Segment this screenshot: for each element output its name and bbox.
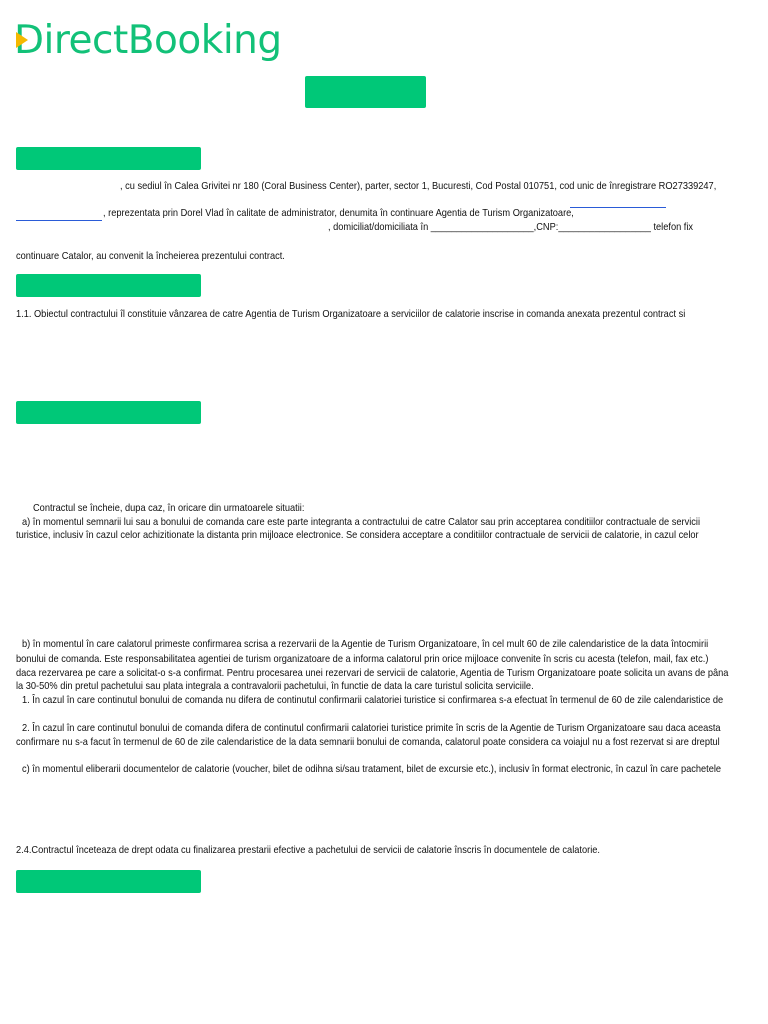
conclusion-b-item-2-line-1: 2. În cazul în care continutul bonului de comanda difera de continutul confirmarii calatoriei turistice primite în scris de la Agentie de Turism Organizatoare sau daca aceasta: [22, 723, 721, 734]
parties-line-3: , domiciliat/domiciliata în ____________________,CNP:__________________ telefon fix: [328, 222, 694, 233]
conclusion-b-line-1: b) în momentul în care calatorul primeste confirmarea scrisa a rezervarii de la Agentie de Turism Organizatoare, în cel mult 60 de zile calendaristice de la data întocmirii: [22, 639, 709, 650]
conclusion-b-line-2: bonului de comanda. Este responsabilitatea agentiei de turism organizatoare de a informa calatorul prin orice mijloace convenite în scris cu acesta (telefon, mail, fax etc.): [16, 654, 709, 665]
play-triangle-icon: [16, 32, 28, 48]
conclusion-b-line-3: daca rezervarea pe care a solicitat-o s-a confirmat. Pentru procesarea unei rezervari de servicii de calatorie, Agentia de Turism Organizatoare poate solicita un avans de pâna: [16, 668, 729, 679]
conclusion-intro: Contractul se încheie, dupa caz, în oricare din urmatoarele situatii:: [33, 503, 305, 514]
object-paragraph: 1.1. Obiectul contractului îl constituie vânzarea de catre Agentia de Turism Organizatoare a serviciilor de calatorie inscrise in comanda anexata prezentul contract si: [16, 309, 686, 320]
blank-link-underline[interactable]: [570, 207, 666, 208]
section-heading-bar-parties: [16, 147, 201, 170]
conclusion-a-line-2: turistice, inclusiv în cazul celor achizitionate la distanta prin mijloace electronice. Se considera acceptare a conditiilor contractuale de servicii de calatorie, in cazul celor: [16, 530, 699, 541]
conclusion-c-line-1: c) în momentul eliberarii documentelor de calatorie (voucher, bilet de odihna si/sau tratament, bilet de excursie etc.), inclusiv în format electronic, în cazul în care pachetele: [22, 764, 722, 775]
parties-line-2: , reprezentata prin Dorel Vlad în calitate de administrator, denumita în continuare Agentia de Turism Organizatoare,: [103, 208, 574, 219]
parties-line-1: , cu sediul în Calea Grivitei nr 180 (Coral Business Center), parter, sector 1, Bucuresti, Cod Postal 010751, cod unic de înregistrare RO27339247,: [120, 181, 717, 192]
conclusion-a-line-1: a) în momentul semnarii lui sau a bonului de comanda care este parte integranta a contractului de catre Calator sau prin acceptarea conditiilor contractuale de servicii: [22, 517, 701, 528]
section-heading-bar-conclusion: [16, 401, 201, 424]
termination-paragraph: 2.4.Contractul înceteaza de drept odata cu finalizarea prestarii efective a pachetului de servicii de calatorie înscris în documentele de calatorie.: [16, 845, 600, 856]
blank-link-underline[interactable]: [16, 220, 102, 221]
section-heading-bar-obligations: [16, 870, 201, 893]
title-redaction-bar: [305, 76, 426, 108]
conclusion-b-item-1: 1. În cazul în care continutul bonului de comanda nu difera de continutul confirmarii calatoriei turistice si confirmarea s-a efectuat în termenul de 60 de zile calendaristice de: [22, 695, 724, 706]
conclusion-b-line-4: la 30-50% din pretul pachetului sau plata integrala a contravalorii pachetului, în functie de data la care turistul solicita serviciile.: [16, 681, 534, 692]
logo-wordmark: DirectBooking: [14, 18, 282, 63]
section-heading-bar-object: [16, 274, 201, 297]
parties-line-4: continuare Catalor, au convenit la încheierea prezentului contract.: [16, 251, 285, 262]
conclusion-b-item-2-line-2: confirmare nu s-a facut în termenul de 60 de zile calendaristice de la data semnarii bonului de comanda, calatorul poate considera ca voiajul nu a fost rezervat si are dreptul: [16, 737, 720, 748]
